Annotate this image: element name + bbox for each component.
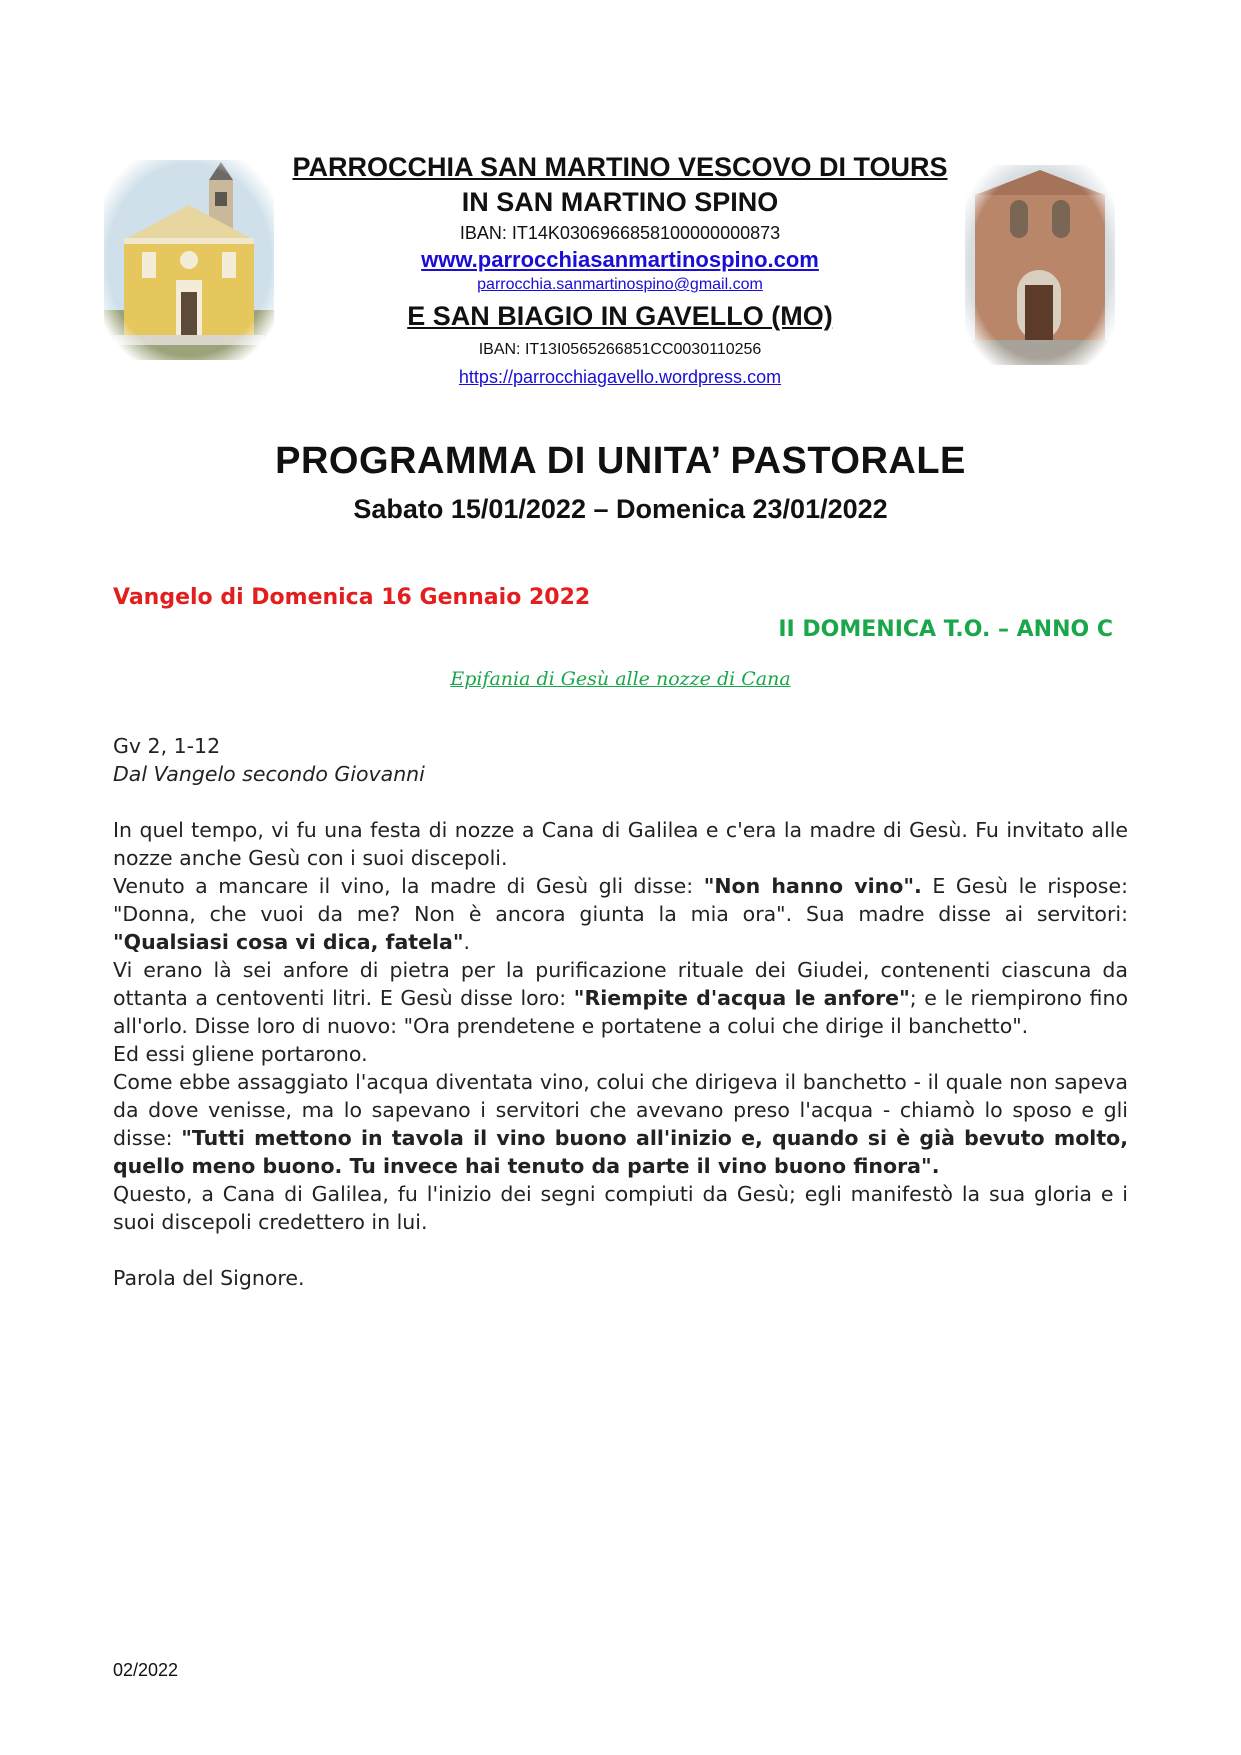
p2-quote-b: "Qualsiasi cosa vi dica, fatela": [113, 930, 464, 954]
parish-header: [250, 150, 990, 390]
gospel-reference: Gv 2, 1-12: [113, 734, 221, 758]
p2-text-a: Venuto a mancare il vino, la madre di Gesù gli disse:: [113, 874, 704, 898]
email-san-martino-link[interactable]: parrocchia.sanmartinospino@gmail.com: [477, 276, 763, 293]
website-san-martino-link[interactable]: www.parrocchiasanmartinospino.com: [421, 247, 819, 272]
paragraph-6: Questo, a Cana di Galilea, fu l'inizio dei segni compiuti da Gesù; egli manifestò la sua gloria e i suoi discepoli credettero in lui.: [113, 1182, 1128, 1234]
gospel-text: [113, 732, 1128, 1292]
parish-gavello: E SAN BIAGIO IN GAVELLO (MO): [407, 301, 833, 331]
website-gavello-link[interactable]: https://parrocchiagavello.wordpress.com: [458, 367, 782, 387]
closing-line: Parola del Signore.: [113, 1266, 305, 1290]
parish-name: PARROCCHIA SAN MARTINO VESCOVO DI TOURS: [292, 152, 948, 182]
parish-location: IN SAN MARTINO SPINO: [461, 187, 779, 217]
p2-text-b: E Gesù le rispose: "Donna, che vuoi da me? Non è ancora giunta la mia ora". Sua madre disse ai servitori:: [113, 874, 1128, 926]
iban-san-martino: IBAN: IT14K0306966858100000000873: [459, 223, 781, 243]
p5-quote: "Tutti mettono in tavola il vino buono all'inizio e, quando si è già bevuto molto, quello meno buono. Tu invece hai tenuto da parte il vino buono finora".: [113, 1126, 1128, 1178]
paragraph-1: In quel tempo, vi fu una festa di nozze a Cana di Galilea e c'era la madre di Gesù. Fu invitato alle nozze anche Gesù con i suoi discepoli.: [113, 818, 1128, 870]
p3-text-b: ; e le riempirono fino all'orlo. Disse loro di nuovo: "Ora prendetene e portatene a colui che dirige il banchetto".: [113, 986, 1128, 1038]
paragraph-2: [113, 872, 1128, 956]
gospel-heading: Vangelo di Domenica 16 Gennaio 2022: [113, 585, 591, 610]
liturgical-sunday: II DOMENICA T.O. – ANNO C: [778, 617, 1113, 642]
paragraph-4: Ed essi gliene portarono.: [113, 1042, 368, 1066]
document-code: 02/2022: [113, 1660, 179, 1680]
church-san-martino-image: [104, 160, 274, 360]
p2-text-c: .: [463, 930, 471, 954]
gospel-source: [113, 760, 1128, 788]
p3-text-a: Vi erano là sei anfore di pietra per la purificazione rituale dei Giudei, contenenti ciascuna da ottanta a centoventi litri. E Gesù disse loro:: [113, 958, 1128, 1010]
p5-text: Come ebbe assaggiato l'acqua diventata vino, colui che dirigeva il banchetto - il quale non sapeva da dove venisse, ma lo sapevano i servitori che avevano preso l'acqua - chiamò lo sposo e gli disse:: [113, 1070, 1128, 1150]
iban-gavello: IBAN: IT13I0565266851CC0030110256: [478, 341, 762, 358]
program-dates: Sabato 15/01/2022 – Domenica 23/01/2022: [353, 494, 888, 524]
paragraph-5: [113, 1068, 1128, 1180]
p2-quote-a: "Non hanno vino".: [703, 874, 922, 898]
program-title: PROGRAMMA DI UNITA’ PASTORALE: [275, 440, 966, 482]
paragraph-3: [113, 956, 1128, 1040]
p3-quote: "Riempite d'acqua le anfore": [573, 986, 910, 1010]
gospel-theme: Epifania di Gesù alle nozze di Cana: [450, 668, 791, 690]
gospel-source-text: Dal Vangelo secondo Giovanni: [113, 762, 425, 786]
